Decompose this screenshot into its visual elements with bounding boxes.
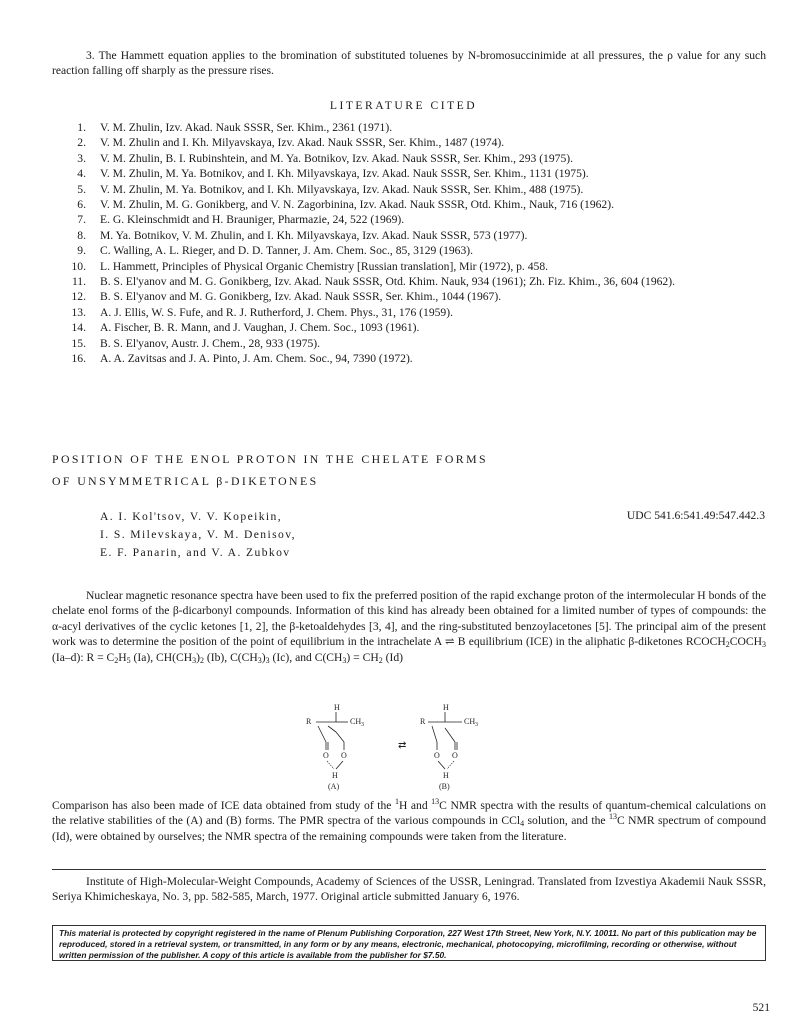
reference-item [52, 151, 768, 166]
atom-label: H [443, 703, 449, 712]
reference-item [52, 135, 768, 150]
reference-number: 11. [71, 275, 86, 289]
structure-label: (A) [328, 782, 340, 791]
reference-text: C. Walling, A. L. Rieger, and D. D. Tanner, J. Am. Chem. Soc., 85, 3129 (1963). [100, 244, 474, 258]
structure-a [306, 703, 364, 791]
atom-label: 3 [475, 722, 478, 728]
reference-item [52, 212, 768, 227]
reference-text: M. Ya. Botnikov, V. M. Zhulin, and I. Kh. Milyavskaya, Izv. Akad. Nauk SSSR, 573 (1977). [100, 228, 528, 242]
atom-label: CH [464, 717, 476, 726]
article-title-line-1: POSITION OF THE ENOL PROTON IN THE CHELATE FORMS [52, 452, 488, 466]
reference-number: 16. [71, 352, 86, 366]
equilibrium-arrow: ⇄ [398, 740, 407, 751]
reference-item [52, 166, 768, 181]
atom-label: O [434, 751, 440, 760]
atom-label: H [334, 703, 340, 712]
reference-text: V. M. Zhulin, M. Ya. Botnikov, and I. Kh. Milyavskaya, Izv. Akad. Nauk SSSR, Ser. Khim., 488 (1975). [100, 182, 584, 196]
reference-text: V. M. Zhulin, B. I. Rubinshtein, and M. Ya. Botnikov, Izv. Akad. Nauk SSSR, Ser. Khim., 293 (1975). [100, 151, 573, 165]
reference-number: 7. [77, 213, 86, 227]
reference-number: 6. [77, 198, 86, 212]
reference-text: V. M. Zhulin, M. G. Gonikberg, and V. N. Zagorbinina, Izv. Akad. Nauk SSSR, Otd. Khim., Nauk, 716 (1962). [100, 198, 614, 212]
reference-number: 10. [71, 259, 86, 273]
reference-number: 12. [71, 290, 86, 304]
intro-paragraph: Nuclear magnetic resonance spectra have been used to fix the preferred position of the rapid exchange proton of the intermolecular H bonds of the chelate enol forms of the β-dicarbonyl compounds. Information of this kind has already been obtained for a limited number of types of compounds: the α-acyl derivatives of the cyclic ketones [1, 2], the β-ketoaldehydes [3, 4], and the ring-substituted benzoylacetones [5]. The principal aim of the present work was to determine the position of the point of equilibrium in the intrachelate A ⇌ B equilibrium (ICE) in the aliphatic β-diketones $RCOCH_2COCH_3$ (Ia–d): $R = C_2H_5$ (Ia), $CH(CH_3)_2$ (Ib), $C(CH_3)_3$ (Ic), and $C(CH_3) = CH_2$ (Id) [52, 589, 766, 665]
reference-text: L. Hammett, Principles of Physical Organic Chemistry [Russian translation], Mir (1972), p. 458. [100, 259, 549, 273]
atom-label: H [332, 771, 338, 780]
literature-heading: LITERATURE CITED [329, 99, 478, 112]
affiliation-footnote: Institute of High-Molecular-Weight Compounds, Academy of Sciences of the USSR, Leningrad. Translated from Izvestiya Akademii Nauk SSSR, Seriya Khimicheskaya, No. 3, pp. 582-585, March, 1977. Original article submitted January 6, 1976. [52, 875, 766, 904]
atom-label: 3 [361, 722, 364, 728]
reference-number: 13. [71, 305, 86, 319]
atom-label: R [306, 717, 312, 726]
reference-text: B. S. El'yanov and M. G. Gonikberg, Izv. Akad. Nauk SSSR, Otd. Khim. Nauk, 934 (1961); Zh. Fiz. Khim., 36, 604 (1962). [100, 275, 675, 289]
reference-text: E. G. Kleinschmidt and H. Brauniger, Pharmazie, 24, 522 (1969). [100, 213, 405, 227]
reference-text: V. M. Zhulin and I. Kh. Milyavskaya, Izv. Akad. Nauk SSSR, Ser. Khim., 1487 (1974). [100, 136, 505, 150]
reference-number: 2. [77, 136, 86, 150]
reference-item [52, 320, 768, 335]
copyright-notice: This material is protected by copyright registered in the name of Plenum Publishing Corporation, 227 West 17th Street, New York, N.Y. 10011. No part of this publication may be reproduced, stored in a retrieval system, or transmitted, in any form or by any means, electronic, mechanical, photocopying, microfilming, recording or otherwise, without written permission of the publisher. A copy of this article is available from the publisher for $7.50. [52, 925, 766, 961]
reference-text: A. A. Zavitsas and J. A. Pinto, J. Am. Chem. Soc., 94, 7390 (1972). [100, 352, 413, 366]
atom-label: CH [350, 717, 362, 726]
reference-list [52, 120, 768, 367]
reference-item [52, 289, 768, 304]
reference-item [52, 259, 768, 274]
structure-label: (B) [439, 782, 450, 791]
author-line: A. I. Kol'tsov, V. V. Kopeikin, [100, 510, 283, 523]
reference-number: 15. [71, 336, 86, 350]
reference-item [52, 228, 768, 243]
reference-item [52, 336, 768, 351]
atom-label: H [443, 771, 449, 780]
reference-item [52, 182, 768, 197]
reference-number: 4. [77, 167, 86, 181]
atom-label: O [323, 751, 329, 760]
reference-text: V. M. Zhulin, M. Ya. Botnikov, and I. Kh. Milyavskaya, Izv. Akad. Nauk SSSR, Ser. Khim., 1131 (1975). [100, 167, 589, 181]
reference-item [52, 274, 768, 289]
reference-item [52, 197, 768, 212]
page-number: 521 [752, 1001, 770, 1014]
udc-code: UDC 541.6:541.49:547.442.3 [626, 509, 765, 522]
reference-number: 3. [77, 151, 86, 165]
atom-label: O [452, 751, 458, 760]
atom-label: R [420, 717, 426, 726]
reference-number: 1. [77, 121, 86, 134]
reference-item [52, 120, 768, 135]
reference-item [52, 351, 768, 366]
author-line: E. F. Panarin, and V. A. Zubkov [100, 546, 291, 559]
atom-label: O [341, 751, 347, 760]
reference-text: V. M. Zhulin, Izv. Akad. Nauk SSSR, Ser. Khim., 2361 (1971). [100, 121, 393, 134]
chelate-equilibrium-scheme [300, 702, 500, 792]
reference-text: B. S. El'yanov and M. G. Gonikberg, Izv. Akad. Nauk SSSR, Ser. Khim., 1044 (1967). [100, 290, 502, 304]
reference-text: B. S. El'yanov, Austr. J. Chem., 28, 933 (1975). [100, 336, 321, 350]
reference-number: 5. [77, 182, 86, 196]
comparison-paragraph: Comparison has also been made of ICE data obtained from study of the $^1$H and $^{13}$C NMR spectra with the results of quantum-chemical calculations on the relative stabilities of the (A) and (B) forms. The PMR spectra of the various compounds in CCl$_4$ solution, and the $^{13}$C NMR spectrum of compound (Id), were obtained by ourselves; the NMR spectra of the remaining compounds were taken from the literature. [52, 797, 766, 843]
reference-number: 14. [71, 321, 86, 335]
author-line: I. S. Milevskaya, V. M. Denisov, [100, 528, 296, 541]
reference-text: A. Fischer, B. R. Mann, and J. Vaughan, J. Chem. Soc., 1093 (1961). [100, 321, 420, 335]
structure-b [420, 703, 478, 791]
reference-text: A. J. Ellis, W. S. Fufe, and R. J. Rutherford, J. Chem. Phys., 31, 176 (1959). [100, 305, 453, 319]
article-title-line-2: OF UNSYMMETRICAL β-DIKETONES [52, 474, 319, 488]
reference-item [52, 305, 768, 320]
reference-number: 8. [77, 228, 86, 242]
author-list [100, 508, 420, 562]
reference-number: 9. [77, 244, 86, 258]
conclusion-paragraph: 3. The Hammett equation applies to the bromination of substituted toluenes by N-bromosuccinimide at all pressures, the ρ value for any such reaction falling off sharply as the pressure rises. [52, 49, 766, 78]
footnote-divider [52, 869, 766, 870]
reference-item [52, 243, 768, 258]
